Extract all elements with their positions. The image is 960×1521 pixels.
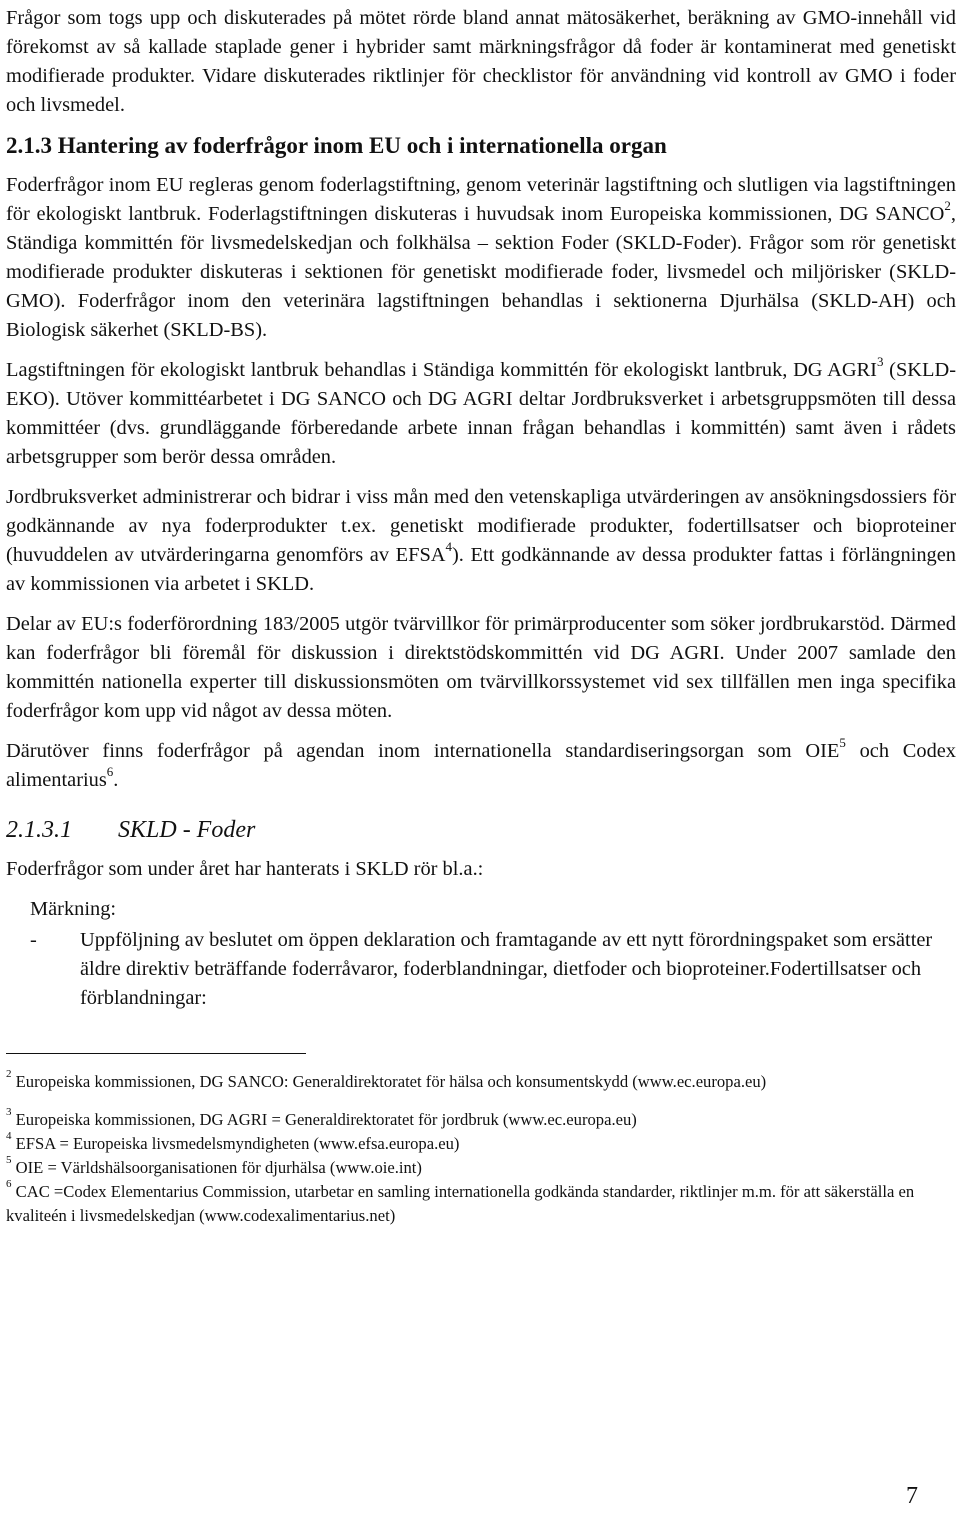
text: (SKLD-EKO). Utöver kommittéarbetet i DG SANCO och DG AGRI deltar Jordbruksverket i arbetsgruppsmöten till dessa kommittéer (dvs. grundläggande förberedande arbete innan frågan behandlas i kommittén) samt även i rådets arbetsgrupper som berör dessa områden.: [6, 359, 956, 468]
subsection-intro: Foderfrågor som under året har hanterats i SKLD rör bl.a.:: [6, 858, 484, 880]
text: Därutöver finns foderfrågor på agendan inom internationella standardiseringsorgan som OIE: [6, 740, 840, 762]
text: ). Ett godkännande av dessa produkter fattas i förlängningen av kommissionen via arbetet i SKLD.: [6, 544, 957, 595]
text: Lagstiftningen för ekologiskt lantbruk behandlas i Ständiga kommittén för ekologiskt lantbruk, DG AGRI: [6, 359, 877, 381]
footnote-5: [6, 1156, 956, 1180]
footnote-divider: [6, 1053, 306, 1054]
footnote-text: OIE = Världshälsoorganisationen för djurhälsa (www.oie.int): [11, 1158, 422, 1177]
intro-paragraph: Frågor som togs upp och diskuterades på mötet rörde bland annat mätosäkerhet, beräkning av GMO-innehåll vid förekomst av så kallade staplade gener i hybrider samt märkningsfrågor då foder är kontaminerat med genetiskt modifierade produkter. Vidare diskuterades riktlinjer för checklistor för användning vid kontroll av GMO i foder och livsmedel.: [6, 7, 956, 116]
text: , Ständiga kommittén för livsmedelskedjan och folkhälsa – sektion Foder (SKLD-Foder). Frågor som rör genetiskt modifierade produkter diskuteras i sektionen för genetiskt modifierade foder, livsmedel och miljörisker (SKLD-GMO). Foderfrågor inom den veterinära lagstiftningen behandlas i sektionerna Djurhälsa (SKLD-AH) och Biologisk säkerhet (SKLD-BS).: [6, 203, 956, 341]
text: och Codex alimentarius: [6, 740, 957, 791]
document-page: [6, 4, 956, 1228]
footnote-number: 4: [6, 1130, 12, 1143]
footnote-text: Europeiska kommissionen, DG SANCO: Generaldirektoratet för hälsa och konsumentskydd (www.ec.europa.eu): [11, 1072, 767, 1091]
subsection-title: SKLD - Foder: [118, 817, 256, 843]
subsection-heading: [6, 815, 956, 845]
paragraph-cross-compliance: Delar av EU:s foderförordning 183/2005 utgör tvärvillkor för primärproducenter som söker jordbrukarstöd. Därmed kan foderfrågor bli föremål för diskussion i direktstödskommittén vid DG AGRI. Under 2007 samlade den kommittén nationella experter till diskussionsmöten om tvärvillkorssystemet vid sex tillfällen men inga specifika foderfrågor kom upp vid något av dessa möten.: [6, 613, 956, 722]
footnote-number: 6: [6, 1178, 12, 1191]
footnote-text: EFSA = Europeiska livsmedelsmyndigheten (www.efsa.europa.eu): [11, 1134, 460, 1153]
footnote-number: 3: [6, 1106, 12, 1119]
footnote-text: Europeiska kommissionen, DG AGRI = Generaldirektoratet för jordbruk (www.ec.europa.eu): [11, 1110, 637, 1129]
text: Jordbruksverket administrerar och bidrar i viss mån med den vetenskapliga utvärderingen av ansökningsdossiers för godkännande av nya foderprodukter t.ex. genetiskt modifierade produkter, fodertillsatser och bioproteiner (huvuddelen av utvärderingarna genomförs av EFSA: [6, 486, 956, 566]
footnote-6: [6, 1180, 956, 1228]
paragraph-eu-regulation: [6, 171, 956, 345]
footnote-ref-5[interactable]: 5: [839, 735, 846, 751]
paragraph-organic-farming: [6, 356, 956, 472]
footnote-ref-3[interactable]: 3: [876, 354, 884, 370]
footnote-number: 5: [6, 1154, 12, 1167]
paragraph-international: [6, 737, 956, 795]
footnote-ref-4[interactable]: 4: [445, 539, 453, 555]
text: .: [113, 769, 119, 791]
section-heading: 2.1.3 Hantering av foderfrågor inom EU och i internationella organ: [6, 133, 667, 158]
text: Foderfrågor inom EU regleras genom foderlagstiftning, genom veterinär lagstiftning och slutligen via lagstiftningen för ekologiskt lantbruk. Foderlagstiftningen diskuteras i huvudsak inom Europeiska kommissionen, DG SANCO: [6, 174, 956, 225]
list-dash: -: [30, 929, 37, 951]
footnote-number: 2: [6, 1068, 12, 1081]
subsection-number: 2.1.3.1: [6, 817, 72, 843]
paragraph-evaluation: [6, 483, 956, 599]
list-item-text: Uppföljning av beslutet om öppen deklaration och framtagande av ett nytt förordningspaket som ersätter äldre direktiv beträffande foderråvaror, foderblandningar, dietfoder och bioproteiner.Fodertillsatser och förblandningar:: [80, 929, 933, 1009]
list-heading: Märkning:: [30, 898, 117, 920]
footnote-3: [6, 1108, 956, 1132]
footnote-2: [6, 1070, 956, 1094]
page-number: 7: [906, 1483, 918, 1509]
footnote-4: [6, 1132, 956, 1156]
list-item: [6, 926, 956, 1013]
footnote-ref-6[interactable]: 6: [106, 764, 114, 780]
footnote-text: CAC =Codex Elementarius Commission, utarbetar en samling internationella godkända standarder, riktlinjer m.m. för att säkerställa en kvaliteén i livsmedelskedjan (www.codexalimentarius.net): [6, 1182, 915, 1225]
footnote-ref-2[interactable]: 2: [944, 198, 951, 214]
